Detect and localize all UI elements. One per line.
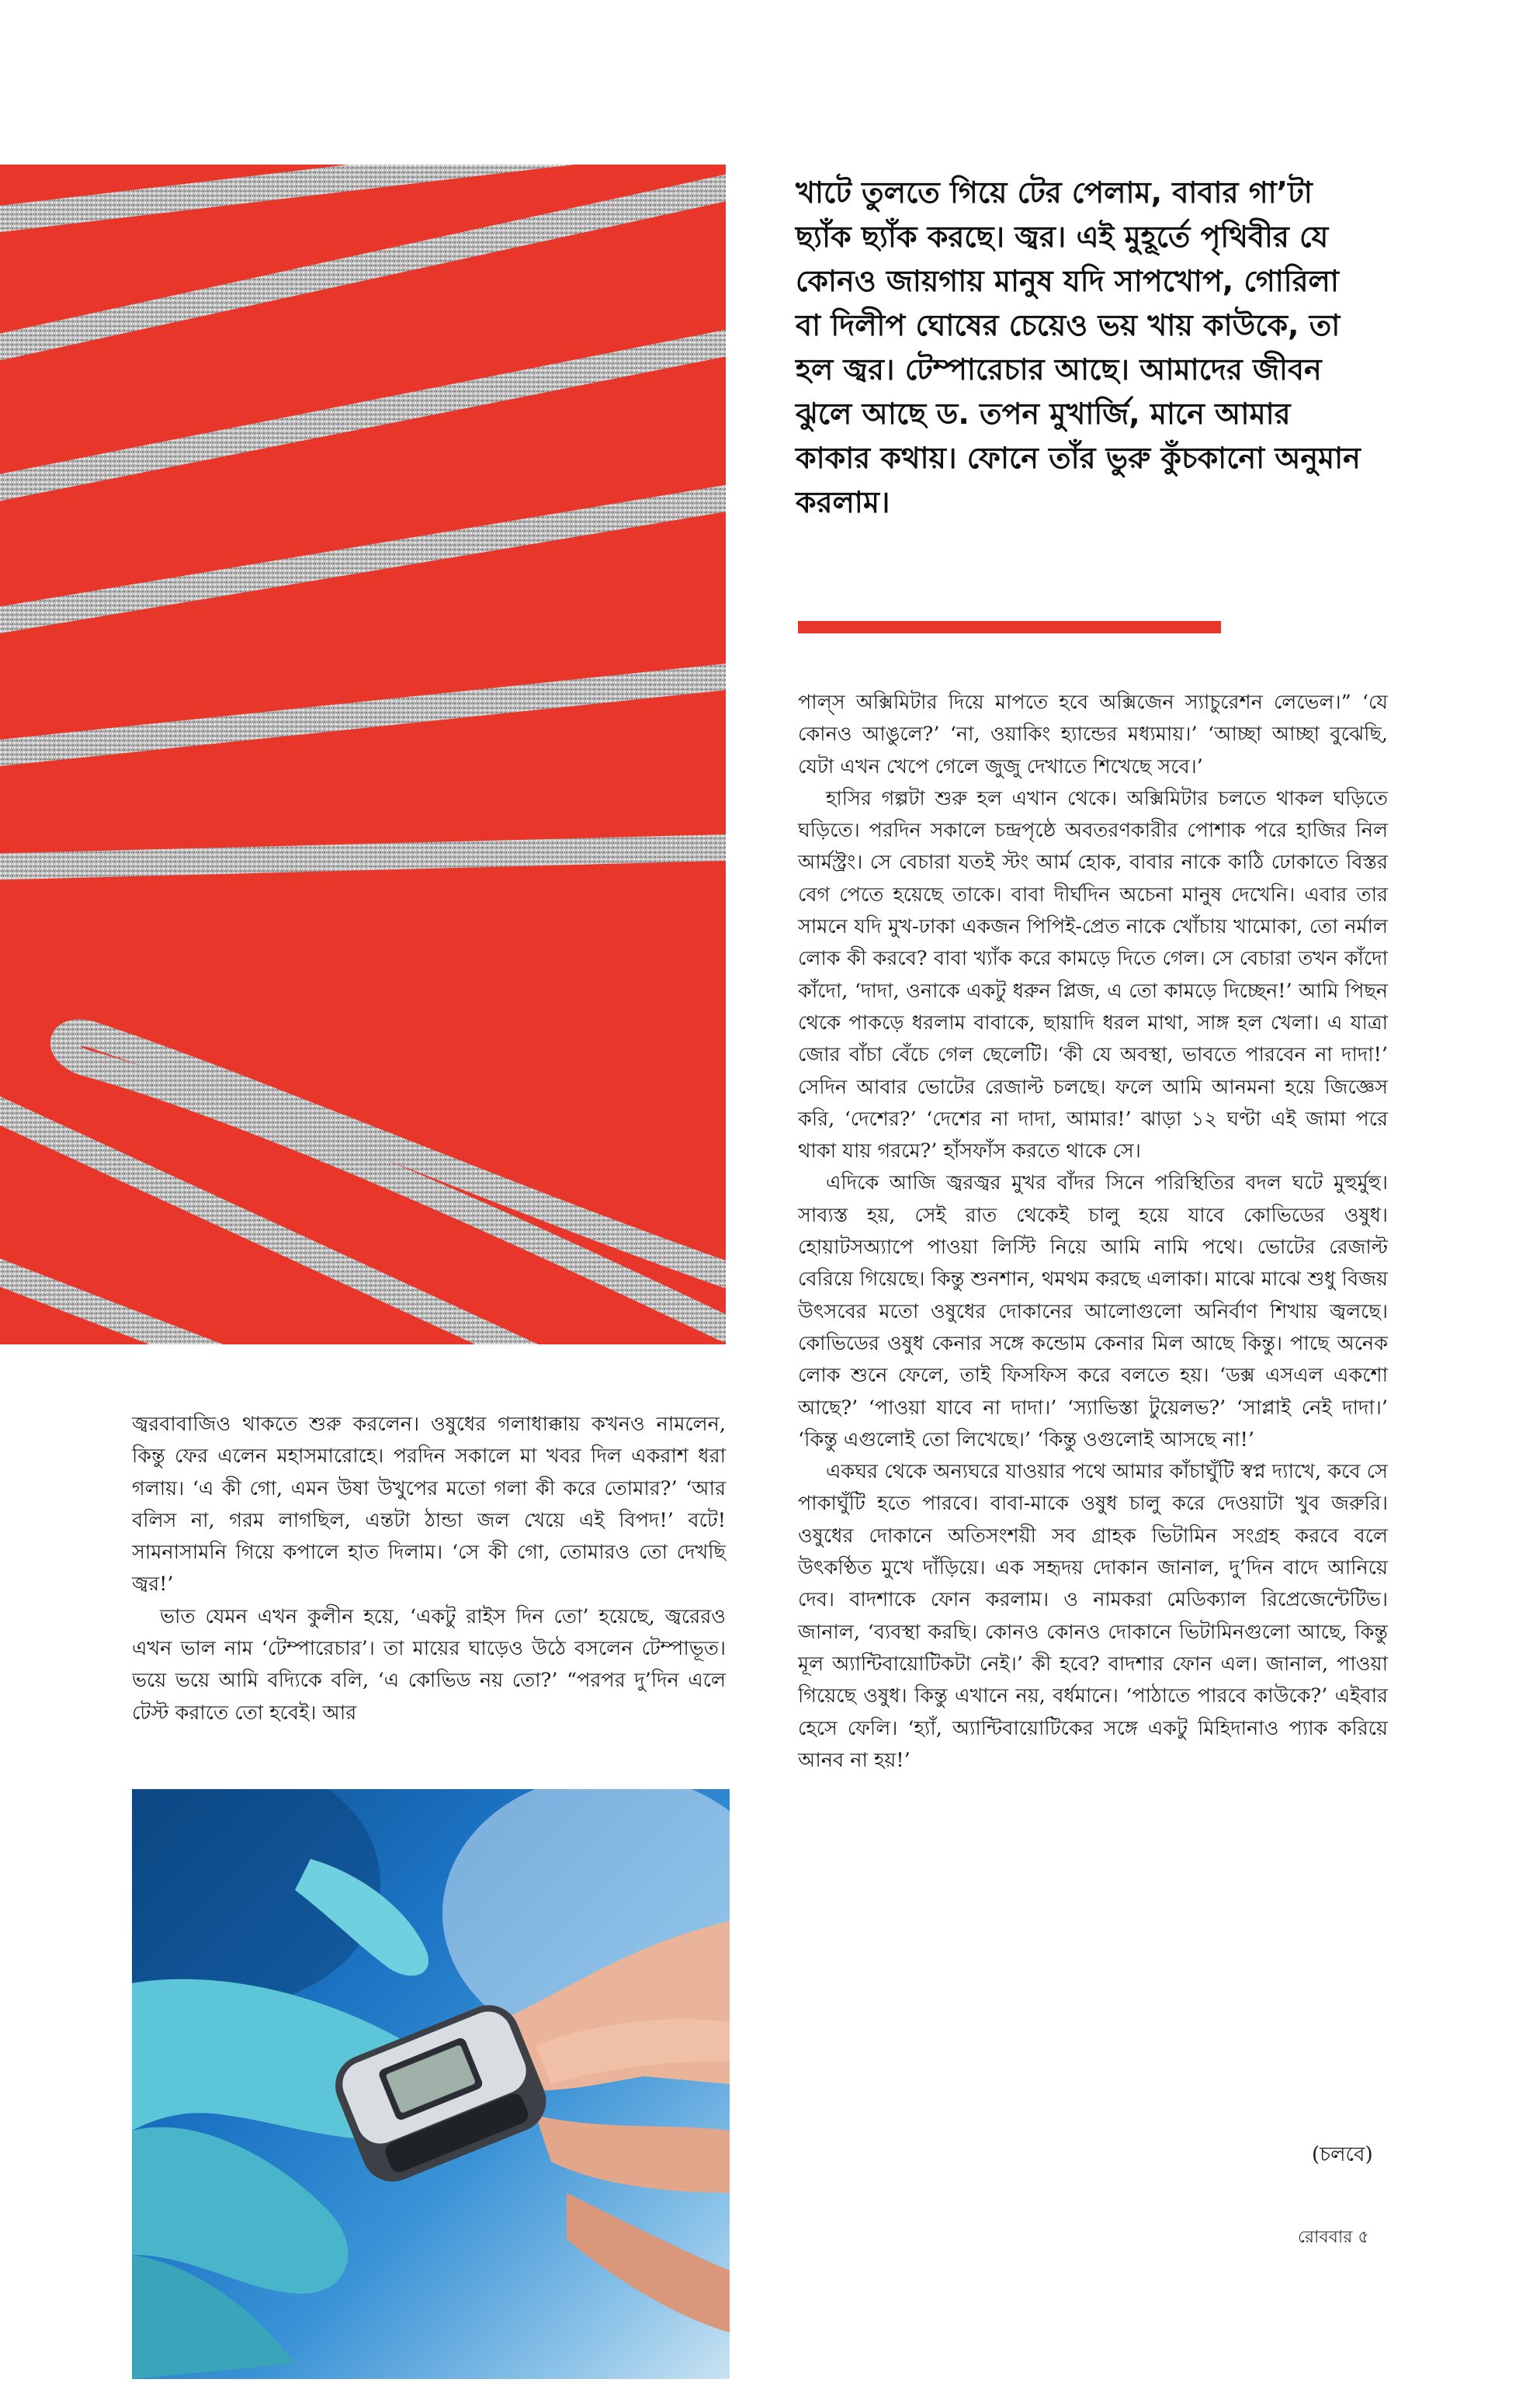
- continued-label: (চলবে): [1312, 2143, 1373, 2166]
- paragraph: পাল্‌স অক্সিমিটার দিয়ে মাপতে হবে অক্সিজেন স্যাচুরেশন লেভেল।” ‘যে কোনও আঙুলে?’ ‘না, ওয়াকিং হ্যান্ডের মধ্যমায়।’ ‘আচ্ছা আচ্ছা বুঝেছি, যেটা এখন খেপে গেলে জুজু দেখাতে শিখেছে সবে।’: [798, 691, 1388, 779]
- right-column: [798, 687, 1388, 1777]
- page-footer: রোববার ৫: [1298, 2228, 1369, 2247]
- paragraph: একঘর থেকে অন্যঘরে যাওয়ার পথে আমার কাঁচাঘুঁটি স্বপ্ন দ্যাখে, কবে সে পাকাঘুঁটি হতে পারবে। বাবা-মাকে ওষুধ চালু করে দেওয়াটা খুব জরুরি। ওষুধের দোকানে অতিসংশয়ী সব গ্রাহক ভিটামিন সংগ্রহ করবে বলে উৎকণ্ঠিত মুখে দাঁড়িয়ে। এক সহৃদয় দোকান জানাল, দু’দিন বাদে আনিয়ে দেব। বাদশাকে ফোন করলাম। ও নামকরা মেডিক্যাল রিপ্রেজেন্টেটিভ। জানাল, ‘ব্যবস্থা করছি। কোনও কোনও দোকানে ভিটামিনগুলো আছে, কিন্তু মূল অ্যান্টিবায়োটিকটা নেই।’ কী হবে? বাদশার ফোন এল। জানাল, পাওয়া গিয়েছে ওষুধ। কিন্তু এখানে নয়, বর্ধমানে। ‘পাঠাতে পারবে কাউকে?’ এইবার হেসে ফেলি। ‘হ্যাঁ, অ্যান্টিবায়োটিকের সঙ্গে একটু মিহিদানাও প্যাক করিয়ে আনব না হয়!’: [798, 1460, 1388, 1772]
- quote-divider: [798, 621, 1221, 633]
- paragraph: ভাত যেমন এখন কুলীন হয়ে, ‘একটু রাইস দিন তো’ হয়েছে, জ্বরেরও এখন ভাল নাম ‘টেম্পারেচার’। তা মায়ের ঘাড়েও উঠে বসলেন টেম্পাভূত। ভয়ে ভয়ে আমি বদ্যিকে বলি, ‘এ কোভিড নয় তো?’ “পরপর দু’দিন এলে টেস্ট করাতে তো হবেই। আর: [132, 1604, 726, 1725]
- cover-illustration: [0, 165, 726, 1344]
- paragraph: জ্বরবাবাজিও থাকতে শুরু করলেন। ওষুধের গলাধাক্কায় কখনও নামলেন, কিন্তু ফের এলেন মহাসমারোহে। পরদিন সকালে মা খবর দিল একরাশ ধরা গলায়। ‘এ কী গো, এমন উষা উখুপের মতো গলা কী করে তোমার?’ ‘আর বলিস না, গরম লাগছিল, এন্তটা ঠান্ডা জল খেয়ে এই বিপদ!’ বটে! সামনাসামনি গিয়ে কপালে হাত দিলাম। ‘সে কী গো, তোমারও তো দেখছি জ্বর!’: [132, 1413, 726, 1597]
- paragraph: এদিকে আজি জ্বরজ্বর মুখর বাঁদর সিনে পরিস্থিতির বদল ঘটে মুহুর্মুহু। সাব্যস্ত হয়, সেই রাত থেকেই চালু হয়ে যাবে কোভিডের ওষুধ। হোয়াটসঅ্যাপে পাওয়া লিস্টি নিয়ে আমি নামি পথে। ভোটের রেজাল্ট বেরিয়ে গিয়েছে। কিন্তু শুনশান, থমথম করছে এলাকা। মাঝে মাঝে শুধু বিজয় উৎসবের মতো ওষুধের দোকানের আলোগুলো অনির্বাণ শিখায় জ্বলছে। কোভিডের ওষুধ কেনার সঙ্গে কন্ডোম কেনার মিল আছে কিন্তু। পাছে অনেক লোক শুনে ফেলে, তাই ফিসফিস করে বলতে হয়। ‘ডক্স এসএল একশো আছে?’ ‘পাওয়া যাবে না দাদা।’ ‘স্যাভিস্তা টুয়েলভ?’ ‘সাপ্লাই নেই দাদা।’ ‘কিন্তু এগুলোই তো লিখেছে।’ ‘কিন্তু ওগুলোই আসছে না!’: [798, 1171, 1388, 1451]
- pulse-oximeter-photo: [132, 1789, 730, 2379]
- left-column: [132, 1409, 726, 1729]
- paragraph: হাসির গল্পটা শুরু হল এখান থেকে। অক্সিমিটার চলতে থাকল ঘড়িতে ঘড়িতে। পরদিন সকালে চন্দ্রপৃষ্ঠে অবতরণকারীর পোশাক পরে হাজির নিল আর্মস্ট্রং। সে বেচারা যতই স্টং আর্ম হোক, বাবার নাকে কাঠি ঢোকাতে বিস্তর বেগ পেতে হয়েছে তাকে। বাবা দীর্ঘদিন অচেনা মানুষ দেখেনি। এবার তার সামনে যদি মুখ-ঢাকা একজন পিপিই-প্রেত নাকে খোঁচায় খামোকা, তো নর্মাল লোক কী করবে? বাবা খ্যাঁক করে কামড়ে দিতে গেল। সে বেচারা তখন কাঁদো কাঁদো, ‘দাদা, ওনাকে একটু ধরুন প্লিজ, এ তো কামড়ে দিচ্ছেন!’ আমি পিছন থেকে পাকড়ে ধরলাম বাবাকে, ছায়াদি ধরল মাথা, সাঙ্গ হল খেলা। এ যাত্রা জোর বাঁচা বেঁচে গেল ছেলেটি। ‘কী যে অবস্থা, ভাবতে পারবেন না দাদা!’ সেদিন আবার ভোটের রেজাল্ট চলছে। ফলে আমি আনমনা হয়ে জিজ্ঞেস করি, ‘দেশের?’ ‘দেশের না দাদা, আমার!’ ঝাড়া ১২ ঘণ্টা এই জামা পরে থাকা যায় গরমে?’ হাঁসফাঁস করতে থাকে সে।: [798, 786, 1388, 1164]
- pull-quote: খাটে তুলতে গিয়ে টের পেলাম, বাবার গা’টা ছ্যাঁক ছ্যাঁক করছে। জ্বর। এই মুহূর্তে পৃথিবীর যে কোনও জায়গায় মানুষ যদি সাপখোপ, গোরিলা বা দিলীপ ঘোষের চেয়েও ভয় খায় কাউকে, তা হল জ্বর। টেম্পারেচার আছে। আমাদের জীবন ঝুলে আছে ড. তপন মুখার্জি, মানে আমার কাকার কথায়। ফোনে তাঁর ভুরু কুঁচকানো অনুমান করলাম।: [796, 175, 1361, 519]
